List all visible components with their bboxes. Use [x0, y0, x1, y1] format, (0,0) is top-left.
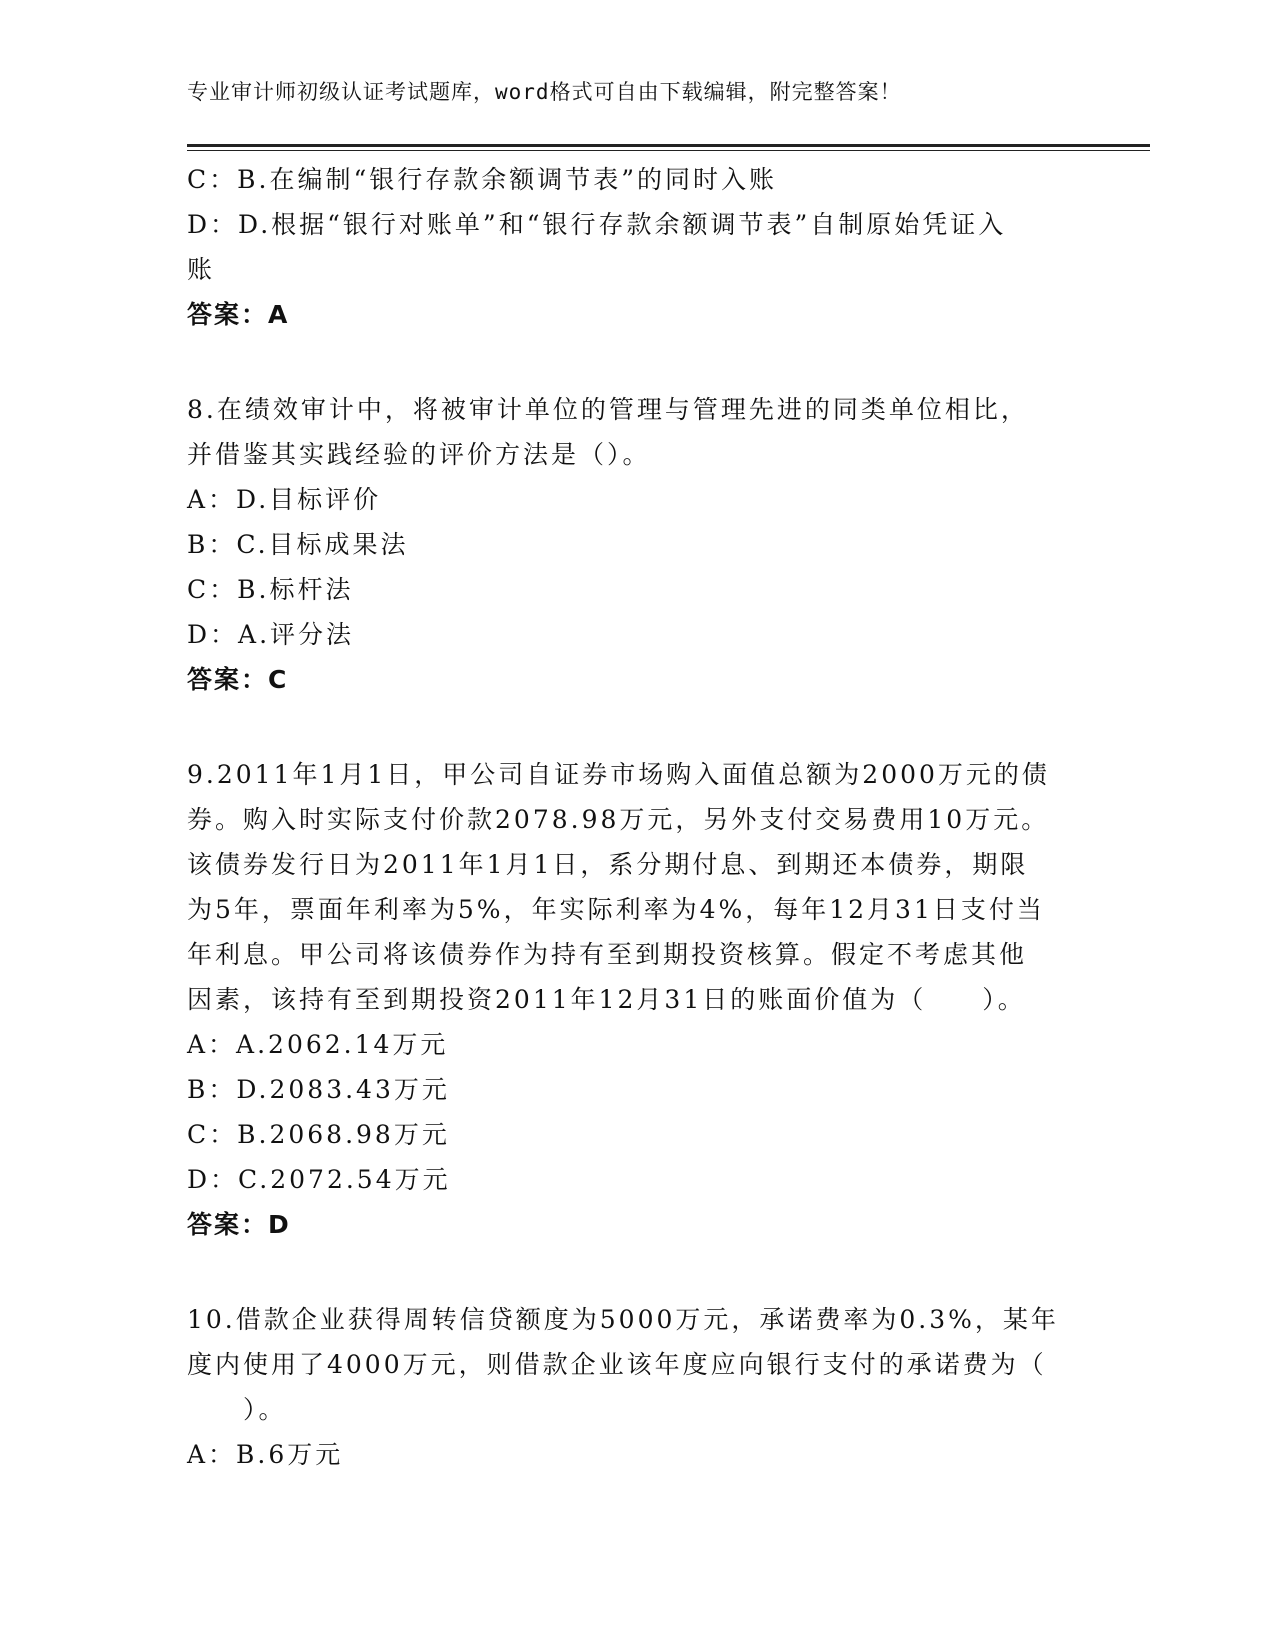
question-stem: 度内使用了4000万元，则借款企业该年度应向银行支付的承诺费为（ [187, 1350, 1047, 1379]
answer: 答案：C [187, 665, 289, 694]
question-10 [187, 1297, 1087, 1477]
header-divider [187, 144, 1150, 151]
question-stem: ）。 [187, 1395, 287, 1424]
question-stem: 8.在绩效审计中，将被审计单位的管理与管理先进的同类单位相比， [187, 395, 1029, 424]
option-a: A：D.目标评价 [187, 485, 382, 514]
answer: 答案：A [187, 300, 290, 329]
option-a: A：B.6万元 [187, 1440, 344, 1469]
option-d: D：C.2072.54万元 [187, 1165, 451, 1194]
question-stem: 年利息。甲公司将该债券作为持有至到期投资核算。假定不考虑其他 [187, 940, 1028, 969]
question-9 [187, 752, 1087, 1247]
option-d-continued: 账 [187, 255, 216, 284]
page-header: 专业审计师初级认证考试题库，word格式可自由下载编辑，附完整答案！ [187, 80, 902, 104]
option-d: D：A.评分法 [187, 620, 355, 649]
question-stem: 券。购入时实际支付价款2078.98万元，另外支付交易费用10万元。 [187, 805, 1050, 834]
question-stem: 因素，该持有至到期投资2011年12月31日的账面价值为（ ）。 [187, 985, 1026, 1014]
option-b: B：C.目标成果法 [187, 530, 409, 559]
option-a: A：A.2062.14万元 [187, 1030, 449, 1059]
question-stem: 9.2011年1月1日，甲公司自证券市场购入面值总额为2000万元的债 [187, 760, 1050, 789]
question-7-continued [187, 157, 1087, 337]
option-c: C：B.2068.98万元 [187, 1120, 450, 1149]
option-c: C：B.在编制“银行存款余额调节表”的同时入账 [187, 165, 778, 194]
answer: 答案：D [187, 1210, 291, 1239]
option-c: C：B.标杆法 [187, 575, 354, 604]
question-content [187, 157, 1087, 1477]
question-stem: 该债券发行日为2011年1月1日，系分期付息、到期还本债券，期限 [187, 850, 1029, 879]
question-8 [187, 387, 1087, 702]
option-d: D：D.根据“银行对账单”和“银行存款余额调节表”自制原始凭证入 [187, 210, 1007, 239]
option-b: B：D.2083.43万元 [187, 1075, 450, 1104]
question-stem: 为5年，票面年利率为5%，年实际利率为4%，每年12月31日支付当 [187, 895, 1045, 924]
question-stem: 并借鉴其实践经验的评价方法是（）。 [187, 440, 651, 469]
question-stem: 10.借款企业获得周转信贷额度为5000万元，承诺费率为0.3%，某年 [187, 1305, 1059, 1334]
